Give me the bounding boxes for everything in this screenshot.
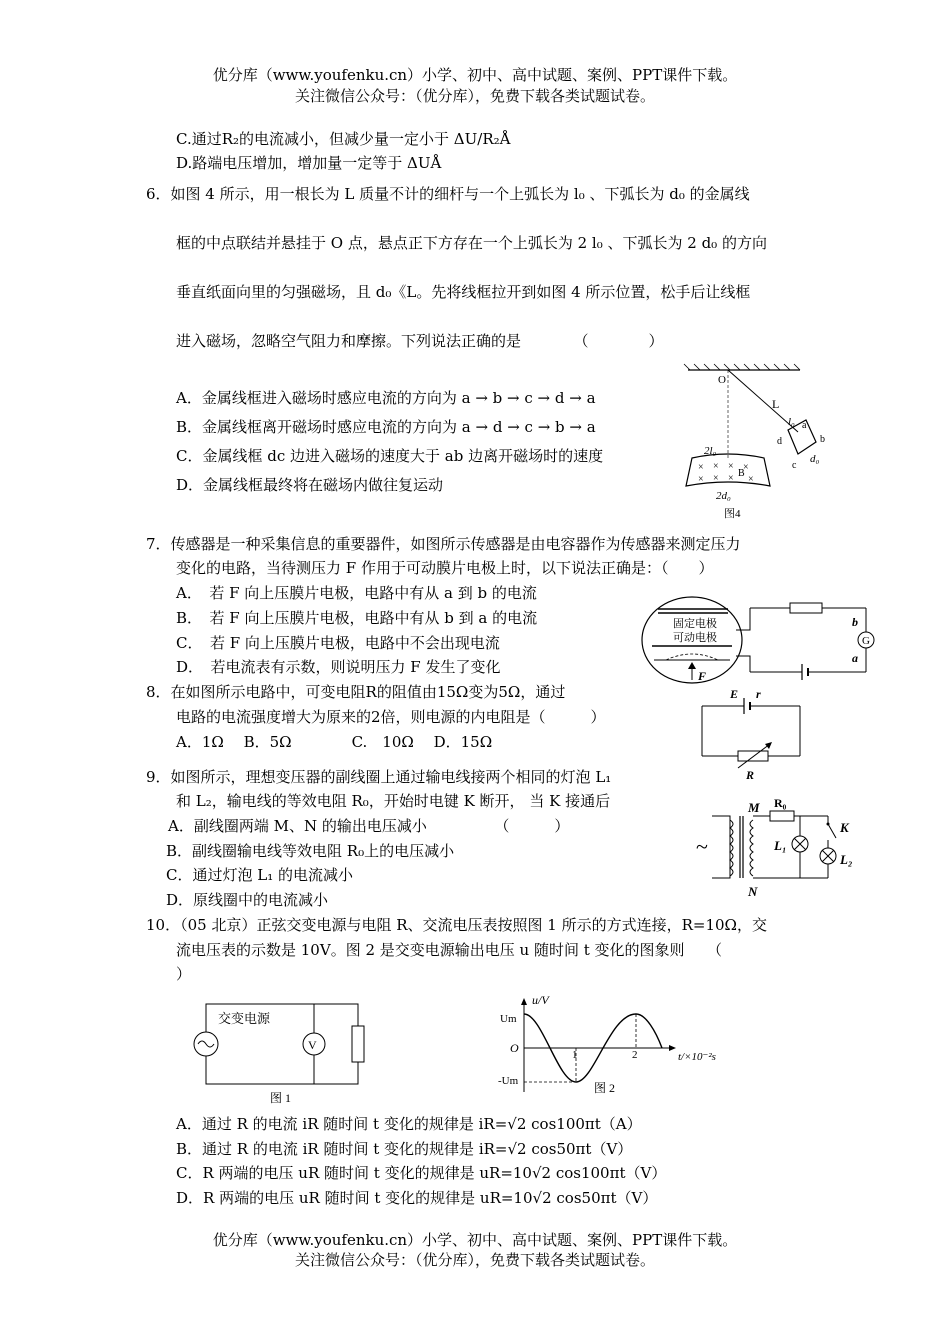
internal-resistance-label: r (756, 687, 761, 701)
fig4-label-a: a (802, 420, 807, 431)
movable-electrode-label: 可动电极 (673, 632, 717, 644)
q5-option-c: C.通过R₂的电流减小，但减少量一定小于 ΔU/R₂Å (176, 130, 511, 148)
q6-stem-line-4: 进入磁场，忽略空气阻力和摩擦。下列说法正确的是 （ ） (176, 332, 664, 350)
q8-options: A．1Ω B．5Ω C. 10Ω D．15Ω (176, 733, 493, 751)
field-x-7: × (728, 473, 734, 484)
fig4-label-d: d (777, 436, 782, 447)
q6-option-d: D．金属线框最终将在磁场内做往复运动 (176, 476, 444, 494)
transformer-figure (690, 792, 870, 900)
q9-option-d: D．原线圈中的电流减小 (166, 891, 329, 909)
q7-stem-line-1: 7．传感器是一种采集信息的重要器件，如图所示传感器是由电容器作为传感器来测定压力 (146, 535, 741, 553)
footer-line-2: 关注微信公众号：（优分库），免费下载各类试题试卷。 (294, 1251, 655, 1269)
q6-option-a: A．金属线框进入磁场时感应电流的方向为 a → b → c → d → a (176, 389, 596, 407)
q7-option-c: C． 若 F 向上压膜片电极，电路中不会出现电流 (176, 634, 500, 652)
field-x-1: × (698, 462, 704, 473)
origin-label: O (510, 1041, 519, 1055)
emf-label: E (730, 687, 739, 701)
fig4-label-l0: l₀ (788, 416, 795, 428)
q10-option-a: A．通过 R 的电流 iR 随时间 t 变化的规律是 iR=√2 cos100πt（A） (176, 1115, 642, 1133)
terminal-m-label: M (748, 800, 760, 815)
q6-stem-line-1: 6．如图 4 所示，用一根长为 L 质量不计的细杆与一个上弧长为 l₀ 、下弧长为 d₀ 的金属线 (146, 185, 750, 203)
neg-um-label: -Um (498, 1075, 519, 1087)
field-x-3: × (728, 461, 734, 472)
q9-option-c: C．通过灯泡 L₁ 的电流减小 (166, 866, 353, 884)
um-label: Um (500, 1013, 517, 1025)
fig4-label-2d0: 2d₀ (716, 490, 731, 502)
figure-4-pendulum (680, 362, 850, 522)
ac-source-label: 交变电源 (218, 1011, 271, 1026)
fig4-label-b: b (820, 434, 825, 445)
field-x-2: × (713, 461, 719, 472)
q9-stem-line-2: 和 L₂，输电线的等效电阻 R₀，开始时电键 K 断开， 当 K 接通后 (176, 792, 611, 810)
header-line-1: 优分库（www.youfenku.cn）小学、初中、高中试题、案例、PPT课件下载。 (212, 66, 738, 84)
fig4-label-d0: d₀ (810, 453, 820, 465)
figure-1-caption: 图 1 (270, 1091, 292, 1105)
q6-stem-line-2: 框的中点联结并悬挂于 O 点，悬点正下方存在一个上弧长为 2 l₀ 、下弧长为 2 d₀ 的方向 (176, 234, 767, 252)
q6-stem-line-3: 垂直纸面向里的匀强磁场，且 d₀《L。先将线框拉开到如图 4 所示位置，松手后让线框 (176, 283, 751, 301)
node-a-label: a (852, 651, 858, 665)
fig4-label-c: c (792, 460, 797, 471)
field-x-5: × (698, 474, 704, 485)
q10-stem-line-3: ） (176, 965, 192, 983)
capacitor-sensor-figure (640, 594, 880, 686)
lamp-l1-label: L₁ (774, 838, 787, 853)
tick-1-label: 1 (572, 1049, 578, 1061)
q9-option-a: A．副线圈两端 M、N 的输出电压减小 （ ） (168, 817, 570, 835)
node-b-label: b (852, 615, 858, 629)
x-axis-label: t/×10⁻²s (678, 1051, 716, 1063)
field-x-6: × (713, 473, 719, 484)
field-x-4: × (743, 462, 749, 473)
force-label: F (698, 669, 707, 683)
q8-stem-line-2: 电路的电流强度增大为原来的2倍，则电源的内电阻是（ ） (176, 708, 606, 726)
q9-stem-line-1: 9．如图所示，理想变压器的副线圈上通过输电线接两个相同的灯泡 L₁ (146, 768, 612, 786)
figure-2-caption: 图 2 (594, 1081, 616, 1095)
tick-2-label: 2 (632, 1049, 638, 1061)
q7-option-a: A． 若 F 向上压膜片电极，电路中有从 a 到 b 的电流 (176, 584, 537, 602)
q9-option-b: B．副线圈输电线等效电阻 R₀上的电压减小 (166, 842, 455, 860)
figure-1-ac-circuit (186, 996, 386, 1106)
y-axis-label: u/V (532, 993, 549, 1007)
field-x-8: × (748, 474, 754, 485)
q7-stem-line-2: 变化的电路，当待测压力 F 作用于可动膜片电极上时，以下说法正确是：（ ） (176, 559, 714, 577)
q10-option-d: D．R 两端的电压 uR 随时间 t 变化的规律是 uR=10√2 cos50πt（V） (176, 1189, 658, 1207)
q10-option-b: B．通过 R 的电流 iR 随时间 t 变化的规律是 iR=√2 cos50πt（V） (176, 1140, 633, 1158)
voltmeter-label: V (308, 1038, 317, 1052)
q6-option-c: C．金属线框 dc 边进入磁场的速度大于 ab 边离开磁场时的速度 (176, 447, 604, 465)
q8-stem-line-1: 8．在如图所示电路中，可变电阻R的阻值由15Ω变为5Ω，通过 (146, 683, 566, 701)
q10-stem-line-1: 10．（05 北京）正弦交变电源与电阻 R、交流电压表按照图 1 所示的方式连接，R=10Ω，交 (146, 916, 767, 934)
fig4-label-b-field: B (738, 468, 745, 479)
q10-option-c: C．R 两端的电压 uR 随时间 t 变化的规律是 uR=10√2 cos100πt（V） (176, 1164, 667, 1182)
q6-option-b: B．金属线框离开磁场时感应电流的方向为 a → d → c → b → a (176, 418, 596, 436)
switch-k-label: K (840, 820, 849, 835)
q10-stem-line-2: 流电压表的示数是 10V。图 2 是交变电源输出电压 u 随时间 t 变化的图象则 （ (176, 941, 723, 959)
rheostat-label: R (746, 768, 755, 782)
q7-option-d: D． 若电流表有示数，则说明压力 F 发生了变化 (176, 658, 501, 676)
header-line-2: 关注微信公众号：（优分库），免费下载各类试题试卷。 (294, 87, 655, 105)
ac-source-symbol: ~ (696, 834, 708, 859)
q7-option-b: B． 若 F 向上压膜片电极，电路中有从 b 到 a 的电流 (176, 609, 538, 627)
fig4-label-l: L (772, 397, 780, 411)
terminal-n-label: N (748, 884, 758, 899)
galvanometer-label: G (862, 635, 870, 647)
q5-option-d: D.路端电压增加，增加量一定等于 ΔUÅ (176, 154, 442, 172)
lamp-l2-label: L₂ (840, 852, 853, 867)
q8-circuit-figure (694, 686, 810, 784)
footer-line-1: 优分库（www.youfenku.cn）小学、初中、高中试题、案例、PPT课件下载。 (212, 1231, 738, 1249)
fig4-label-o: O (718, 374, 726, 386)
fig4-caption: 图4 (724, 508, 741, 520)
r0-label: R₀ (774, 796, 787, 810)
fixed-electrode-label: 固定电极 (673, 618, 717, 630)
figure-2-waveform (496, 992, 726, 1100)
fig4-label-2l0: 2l₀ (704, 445, 717, 457)
